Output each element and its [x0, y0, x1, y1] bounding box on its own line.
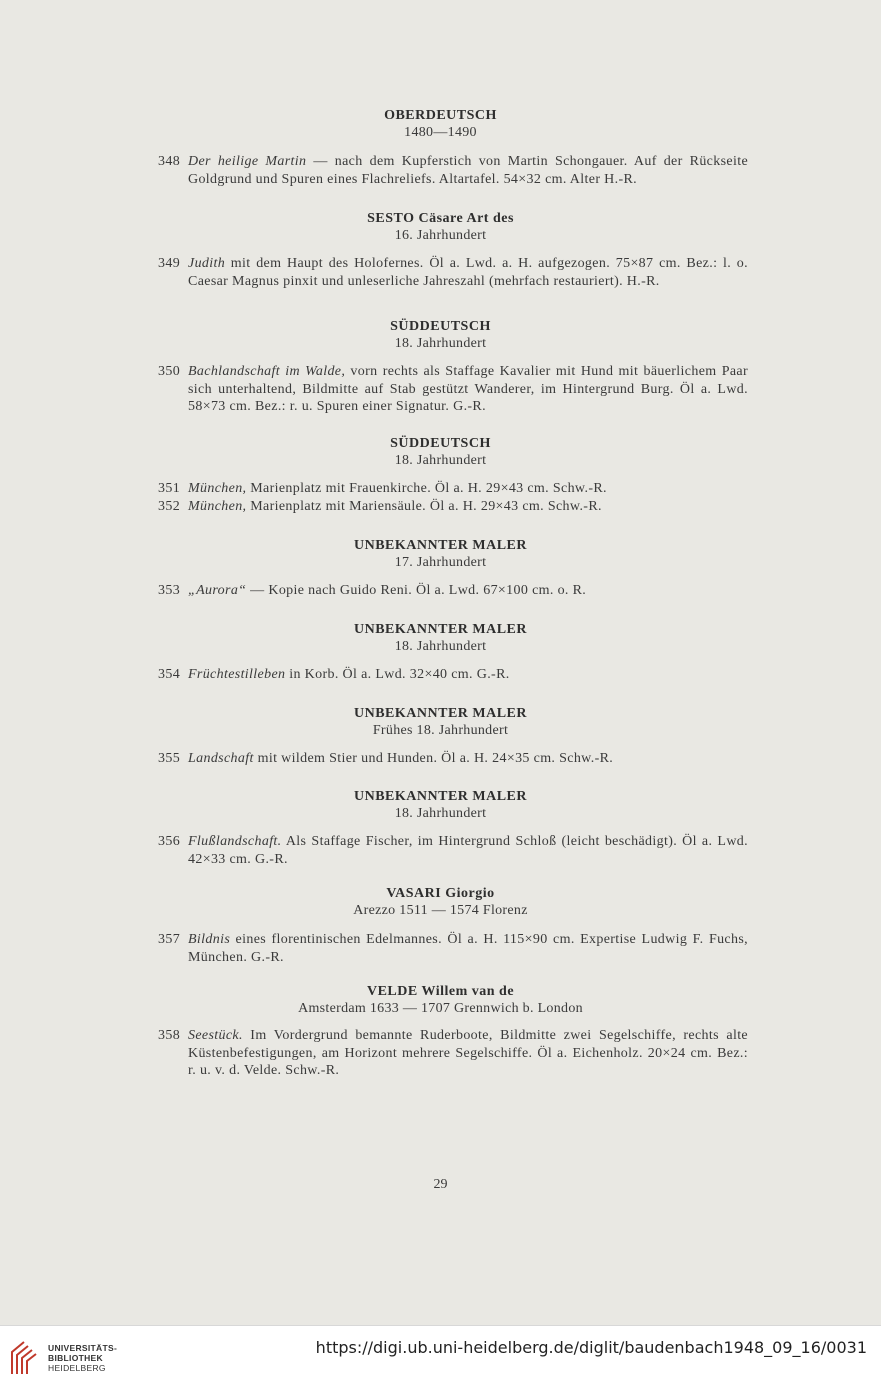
- entry-title: „Aurora“: [188, 583, 247, 598]
- entry-title: Bachlandschaft im Walde,: [188, 364, 346, 379]
- entry-text: mit wildem Stier und Hunden. Öl a. H. 24×35 cm. Schw.-R.: [253, 751, 614, 766]
- catalog-entry: [158, 1027, 748, 1080]
- entry-text: in Korb. Öl a. Lwd. 32×40 cm. G.-R.: [285, 667, 510, 682]
- catalog-entry: [158, 582, 748, 600]
- logo-line: BIBLIOTHEK: [48, 1353, 103, 1363]
- entry-number: 353: [158, 583, 181, 598]
- entry-number: 351: [158, 481, 181, 496]
- page-number: 29: [433, 1177, 448, 1192]
- entry-text: Marienplatz mit Mariensäule. Öl a. H. 29×43 cm. Schw.-R.: [246, 499, 602, 514]
- permalink-url[interactable]: https://digi.ub.uni-heidelberg.de/diglit/baudenbach1948_09_16/0031: [315, 1338, 867, 1357]
- section-subheading: 17. Jahrhundert: [394, 555, 487, 570]
- entry-text: Marienplatz mit Frauenkirche. Öl a. H. 29×43 cm. Schw.-R.: [246, 481, 607, 496]
- entry-title: Der heilige Martin: [188, 154, 307, 169]
- catalog-entry: [158, 363, 748, 416]
- section-heading: UNBEKANNTER MALER: [353, 538, 527, 553]
- section-heading: VASARI Giorgio: [386, 886, 495, 901]
- entry-number: 357: [158, 932, 181, 947]
- section-subheading: 18. Jahrhundert: [394, 453, 487, 468]
- section-subheading: Arezzo 1511 — 1574 Florenz: [353, 903, 528, 918]
- catalog-entry: [158, 833, 748, 868]
- section-subheading: 18. Jahrhundert: [394, 336, 487, 351]
- entry-title: Landschaft: [188, 751, 254, 766]
- entry-title: München,: [188, 499, 247, 514]
- section-subheading: Amsterdam 1633 — 1707 Grennwich b. London: [298, 1001, 583, 1016]
- entry-number: 358: [158, 1028, 181, 1043]
- entry-number: 350: [158, 364, 181, 379]
- library-logo-text: [48, 1343, 117, 1373]
- viewer-footer: [0, 1325, 881, 1390]
- catalog-entry: [158, 255, 748, 290]
- entry-title: Judith: [188, 256, 226, 271]
- entry-text: Als Staffage Fischer, im Hintergrund Schloß (leicht beschädigt). Öl a. Lwd. 42×33 cm. G.-R.: [188, 834, 748, 867]
- catalog-entry: [158, 666, 748, 684]
- entry-title: München,: [188, 481, 247, 496]
- section-heading: OBERDEUTSCH: [384, 108, 497, 123]
- section-subheading: 18. Jahrhundert: [394, 806, 487, 821]
- catalog-entry: [158, 153, 748, 188]
- section-subheading: Frühes 18. Jahrhundert: [372, 723, 509, 738]
- entry-text: — Kopie nach Guido Reni. Öl a. Lwd. 67×100 cm. o. R.: [246, 583, 587, 598]
- entry-text: vorn rechts als Staffage Kavalier mit Hund mit bäuerlichem Paar sich unterhaltend, Bildmitte auf Stab gestützt Wanderer, im Hintergrund Burg. Öl a. Lwd. 58×73 cm. Bez.: r. u. Spuren einer Signatur. G.-R.: [188, 364, 748, 414]
- section-subheading: 18. Jahrhundert: [394, 639, 487, 654]
- entry-number: 355: [158, 751, 181, 766]
- section-heading: UNBEKANNTER MALER: [353, 789, 527, 804]
- entry-text: eines florentinischen Edelmannes. Öl a. H. 115×90 cm. Expertise Ludwig F. Fuchs, München. G.-R.: [188, 932, 748, 965]
- catalog-entry: [158, 750, 748, 768]
- entry-number: 348: [158, 154, 181, 169]
- entry-number: 349: [158, 256, 181, 271]
- section-heading: UNBEKANNTER MALER: [353, 706, 527, 721]
- entry-number: 356: [158, 834, 181, 849]
- library-logo-icon: [8, 1338, 40, 1378]
- entry-title: Flußlandschaft.: [188, 834, 282, 849]
- catalog-entry: [158, 931, 748, 966]
- entry-number: 354: [158, 667, 181, 682]
- logo-line: UNIVERSITÄTS-: [48, 1343, 118, 1353]
- section-heading: SESTO Cäsare Art des: [367, 211, 514, 226]
- section-heading: UNBEKANNTER MALER: [353, 622, 527, 637]
- entry-title: Früchtestilleben: [188, 667, 286, 682]
- section-heading: VELDE Willem van de: [366, 984, 515, 999]
- entry-number: 352: [158, 499, 181, 514]
- entry-title: Seestück.: [188, 1028, 243, 1043]
- logo-line: HEIDELBERG: [48, 1363, 106, 1373]
- entry-text: Im Vordergrund bemannte Ruderboote, Bildmitte zwei Segelschiffe, rechts alte Küstenbefestigungen, am Horizont mehrere Segelschiffe. Öl a. Eichenholz. 20×24 cm. Bez.: r. u. v. d. Velde. Schw.-R.: [188, 1028, 748, 1078]
- section-subheading: 16. Jahrhundert: [394, 228, 487, 243]
- catalog-entry: [158, 480, 748, 498]
- entry-title: Bildnis: [188, 932, 231, 947]
- section-heading: SÜDDEUTSCH: [390, 319, 491, 334]
- section-heading: SÜDDEUTSCH: [390, 436, 491, 451]
- section-subheading: 1480—1490: [404, 125, 477, 140]
- entry-text: — nach dem Kupferstich von Martin Schongauer. Auf der Rückseite Goldgrund und Spuren eines Flachreliefs. Altartafel. 54×32 cm. Alter H.-R.: [188, 154, 749, 187]
- entry-text: mit dem Haupt des Holofernes. Öl a. Lwd. a. H. aufgezogen. 75×87 cm. Bez.: l. o. Caesar Magnus pinxit und unleserliche Jahreszahl (mehrfach restauriert). H.-R.: [188, 256, 748, 289]
- catalog-entry: [158, 498, 748, 516]
